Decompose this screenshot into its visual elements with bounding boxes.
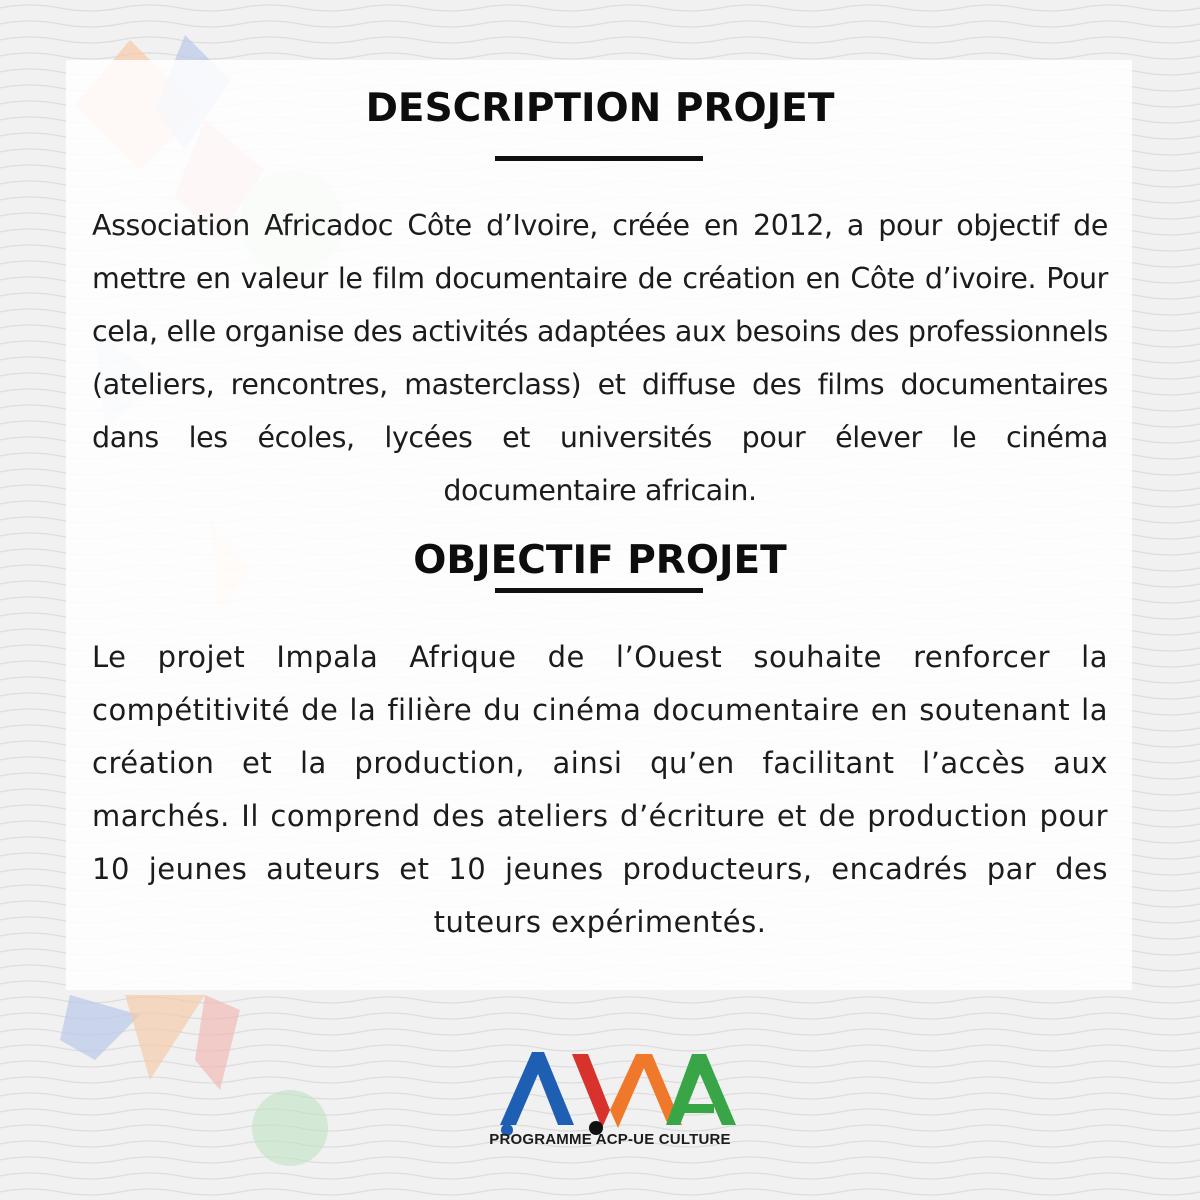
description-title: DESCRIPTION PROJET <box>365 86 835 131</box>
objective-paragraph: Le projet Impala Afrique de l’Ouest souhaite renforcer la compétitivité de la filière du cinéma documentaire en soutenant la création et la production, ainsi qu’en facilitant l’accès aux marchés. Il comprend des ateliers d’écriture et de production pour 10 jeunes auteurs et 10 jeunes producteurs, encadrés par des tuteurs expérimentés. <box>92 640 1108 939</box>
logo-red-stroke <box>572 1054 610 1128</box>
green-circle-bottom <box>252 1090 328 1166</box>
description-title-underline <box>495 156 703 161</box>
logo-green-a <box>666 1054 736 1125</box>
logo-caption: PROGRAMME ACP-UE CULTURE <box>489 1131 731 1148</box>
logo-blue-a <box>500 1052 574 1125</box>
objective-title: OBJECTIF PROJET <box>413 538 787 583</box>
objective-title-underline <box>495 588 703 593</box>
description-paragraph: Association Africadoc Côte d’Ivoire, créée en 2012, a pour objectif de mettre en valeur le film documentaire de création en Côte d’ivoire. Pour cela, elle organise des activités adaptées aux besoins des professionnels (ateliers, rencontres, masterclass) et diffuse des films documentaires dans les écoles, lycées et universités pour élever le cinéma documentaire africain. <box>92 209 1108 507</box>
